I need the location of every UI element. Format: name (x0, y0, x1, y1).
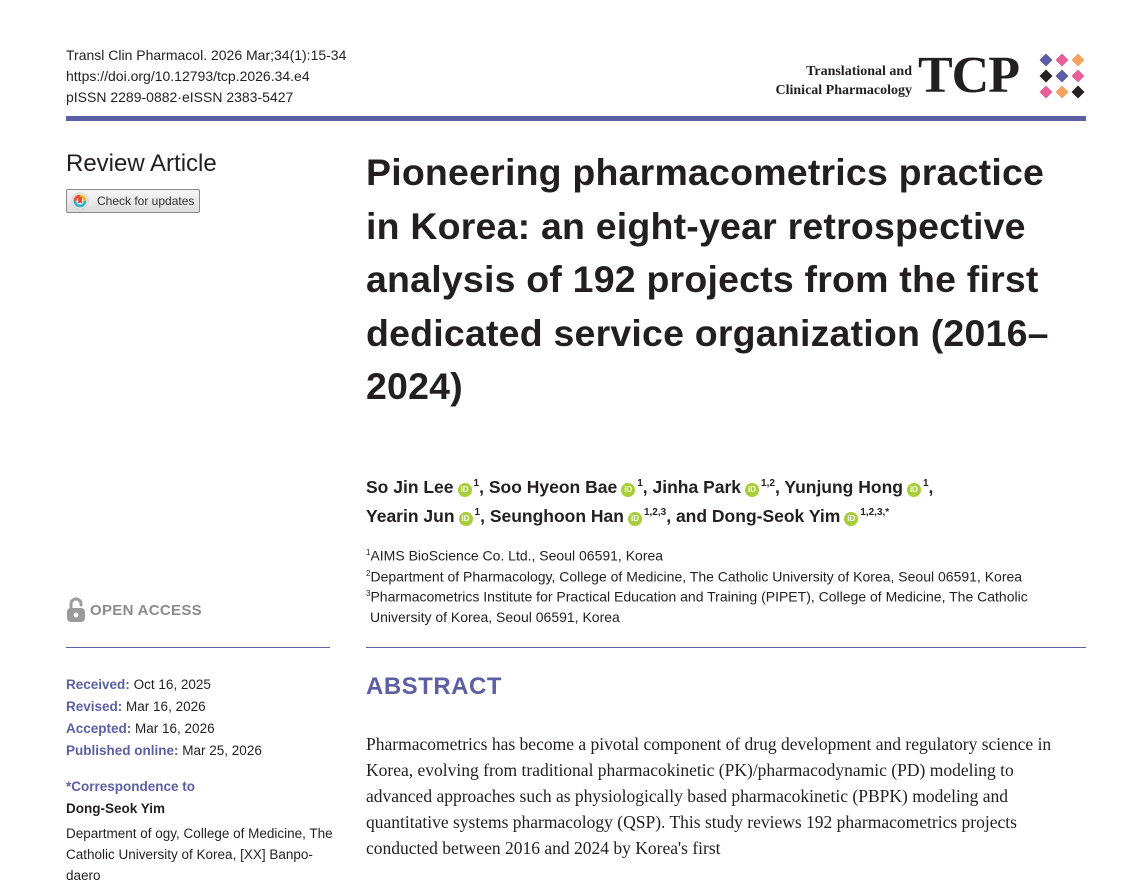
issn-line: pISSN 2289-0882·eISSN 2383-5427 (66, 89, 294, 105)
orcid-icon[interactable]: iD (459, 512, 473, 526)
logo-diamond (1040, 54, 1053, 67)
article-dates (66, 674, 262, 762)
article-title: Pioneering pharmacometrics practice in Korea: an eight-year retrospective analysis of 192 projects from the first dedicated service organization (2016–2024) (366, 151, 1049, 407)
author-list: So Jin Lee $iD^1$, Soo Hyeon Bae $iD^1$, Jinha Park iD$^{1,2}$, Yunjung Hong $iD^1$, Yearin Jun $iD^1$, Seunghoon Han iD$^{1,2,3}$, and Dong-Seok Yim $iD^{1,2,3,*}$ (366, 476, 934, 526)
doi-link[interactable]: https://doi.org/10.12793/tcp.2026.34.e4 (66, 68, 310, 84)
check-updates-button[interactable] (66, 189, 200, 213)
affiliation-1: $^1$AIMS BioScience Co. Ltd., Seoul 06591, Korea (366, 547, 664, 564)
orcid-icon[interactable]: iD (458, 483, 472, 497)
author[interactable]: Yunjung Hong (784, 476, 903, 497)
open-access-badge (66, 597, 202, 623)
header-rule (66, 116, 1086, 121)
orcid-icon[interactable]: iD (907, 483, 921, 497)
journal-name-line2: Clinical Pharmacology (775, 83, 912, 98)
correspondence-name: Dong-Seok Yim (66, 801, 166, 816)
author[interactable]: Yearin Jun (366, 505, 455, 526)
author[interactable]: Soo Hyeon Bae (488, 476, 618, 497)
logo-diamond (1072, 54, 1085, 67)
diamond-pattern-icon (1038, 52, 1088, 102)
abstract-heading: ABSTRACT (366, 673, 502, 700)
date-received: Received: Oct 16, 2025 (66, 677, 211, 692)
open-access-label: OPEN ACCESS (90, 601, 202, 619)
logo-diamond (1056, 54, 1069, 67)
logo-diamond (1056, 86, 1069, 99)
logo-diamond (1072, 86, 1085, 99)
author[interactable]: Jinha Park (652, 476, 742, 497)
logo-diamond (1072, 70, 1085, 83)
orcid-icon[interactable]: iD (844, 512, 858, 526)
journal-name-line1: Translational and (806, 64, 912, 79)
crossmark-icon (71, 192, 89, 210)
logo-diamond (1040, 70, 1053, 83)
orcid-icon[interactable]: iD (621, 483, 635, 497)
journal-citation: Transl Clin Pharmacol. 2026 Mar;34(1):15-34 (66, 47, 347, 63)
tcp-logo: TCP (918, 47, 1019, 104)
check-updates-label: Check for updates (97, 194, 195, 208)
author[interactable]: Dong-Seok Yim (711, 505, 841, 526)
abstract-text: Pharmacometrics has become a pivotal component of drug development and regulatory science in Korea, evolving from traditional pharmacokinetic (PK)/pharmacodynamic (PD) modeling to advanced approaches such as physiologically based pharmacokinetic (PBPK) modeling and quantitative systems pharmacology (QSP). This study reviews 192 pharmacometrics projects conducted between 2016 and 2024 by Korea's first (366, 734, 1052, 858)
correspondence-heading: *Correspondence to (66, 779, 196, 794)
affiliation-3: $^3$Pharmacometrics Institute for Practical Education and Training (PIPET), College of Medicine, The Catholic University of Korea, Seoul 06591, Korea (366, 588, 1028, 625)
right-divider (366, 647, 1086, 648)
article-type: Review Article (66, 150, 217, 177)
logo-diamond (1056, 70, 1069, 83)
author[interactable]: So Jin Lee (366, 476, 454, 497)
left-divider (66, 647, 330, 648)
journal-name (700, 62, 912, 100)
affiliation-2: $^2$Department of Pharmacology, College of Medicine, The Catholic University of Korea, Seoul 06591, Korea (366, 568, 1023, 585)
date-published: Published online: Mar 25, 2026 (66, 743, 262, 758)
date-accepted: Accepted: Mar 16, 2026 (66, 721, 215, 736)
orcid-icon[interactable]: iD (745, 483, 759, 497)
logo-diamond (1040, 86, 1053, 99)
date-revised: Revised: Mar 16, 2026 (66, 699, 206, 714)
correspondence-address: Department of ogy, College of Medicine, The Catholic University of Korea, [XX] Banpo-daero (66, 826, 333, 883)
author[interactable]: Seunghoon Han (489, 505, 624, 526)
open-lock-icon (66, 597, 86, 623)
orcid-icon[interactable]: iD (628, 512, 642, 526)
